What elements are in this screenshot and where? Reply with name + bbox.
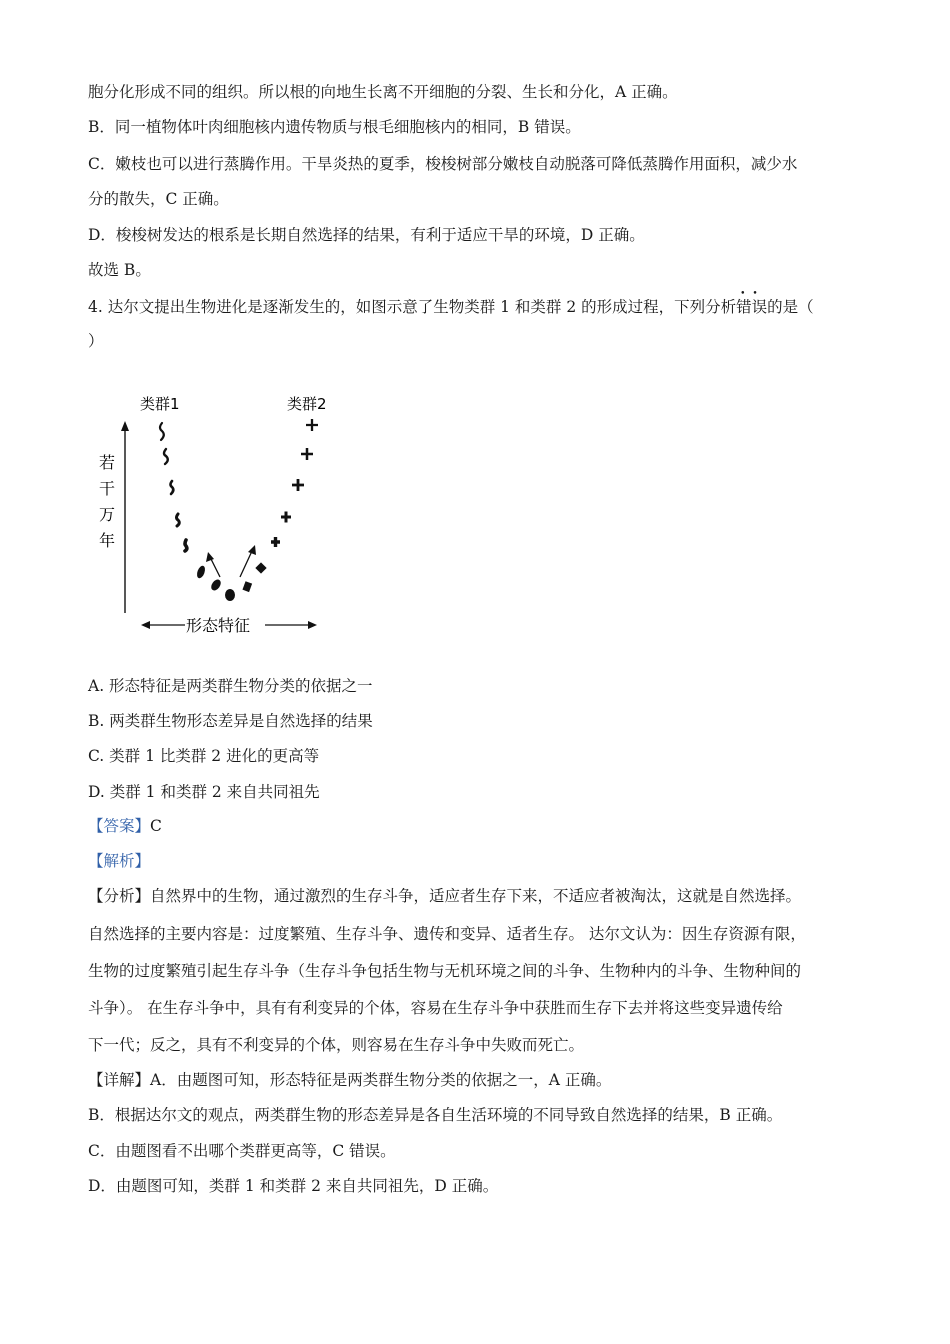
group2-label: 类群2	[287, 395, 327, 413]
group1-intermediate	[209, 578, 222, 592]
question-stem-text: 4. 达尔文提出生物进化是逐渐发生的，如图示意了生物类群 1 和类群 2 的形成过程，下列分析	[88, 298, 737, 316]
option-c: C. 类群 1 比类群 2 进化的更高等	[88, 747, 320, 765]
emphasis-word: • • 错误	[736, 296, 767, 318]
analysis-tag: 【解析】	[88, 852, 151, 870]
detail-tag-label: 【详解】	[88, 1071, 151, 1089]
evolution-arrow-right-head	[248, 545, 256, 555]
group2-cross	[271, 537, 280, 547]
detail-line: C．由题图看不出哪个类群更高等，C 错误。	[88, 1142, 396, 1160]
text-line: C．嫩枝也可以进行蒸腾作用。干旱炎热的夏季，梭梭树部分嫩枝自动脱落可降低蒸腾作用面积，减少水	[88, 155, 798, 173]
group1-squiggle	[160, 423, 164, 440]
analysis-text: 自然界中的生物，通过激烈的生存斗争，适应者生存下来，不适应者被淘汰，这就是自然选择。	[150, 887, 802, 905]
evolution-figure	[90, 385, 350, 645]
option-b: B. 两类群生物形态差异是自然选择的结果	[88, 712, 373, 730]
group1-squiggle	[177, 514, 180, 526]
common-ancestor	[225, 589, 235, 601]
text-line: 胞分化形成不同的组织。所以根的向地生长离不开细胞的分裂、生长和分化，A 正确。	[88, 83, 678, 101]
question-stem	[88, 296, 814, 318]
x-axis-label: 形态特征	[186, 616, 251, 635]
y-label-char: 万	[99, 505, 116, 524]
answer-tag: 【答案】	[88, 817, 151, 835]
detail-line	[88, 1069, 611, 1091]
text-line: D．梭梭树发达的根系是长期自然选择的结果，有利于适应干旱的环境，D 正确。	[88, 226, 645, 244]
analysis-line	[88, 885, 801, 907]
analysis-line: 生物的过度繁殖引起生存斗争（生存斗争包括生物与无机环境之间的斗争、生物种内的斗争、生物种间的	[88, 962, 802, 980]
detail-text: A．由题图可知，形态特征是两类群生物分类的依据之一，A 正确。	[150, 1071, 612, 1089]
option-d: D. 类群 1 和类群 2 来自共同祖先	[88, 783, 320, 801]
answer-value: C	[150, 817, 162, 835]
analysis-line: 斗争）。 在生存斗争中，具有有利变异的个体，容易在生存斗争中获胜而生存下去并将这些变异遗传给	[88, 999, 783, 1017]
y-label-char: 年	[99, 531, 116, 550]
group2-cross	[306, 419, 318, 431]
y-label-char: 干	[99, 479, 116, 498]
text-line: 分的散失，C 正确。	[88, 190, 229, 208]
evolution-arrow-left	[210, 557, 220, 577]
option-a: A. 形态特征是两类群生物分类的依据之一	[88, 677, 373, 695]
group1-squiggle	[164, 449, 168, 464]
group2-intermediate	[255, 562, 266, 573]
group1-squiggle	[185, 540, 187, 551]
y-label-char: 若	[99, 453, 116, 472]
group2-intermediate	[242, 581, 252, 592]
answer-line	[88, 815, 162, 837]
x-axis-left-arrowhead	[141, 621, 150, 629]
group1-squiggle	[171, 481, 174, 494]
group1-intermediate	[195, 565, 206, 580]
group2-cross	[292, 479, 304, 491]
x-axis-right-arrowhead	[308, 621, 317, 629]
evolution-arrow-left-head	[206, 552, 214, 562]
text-line: B．同一植物体叶肉细胞核内遗传物质与根毛细胞核内的相同，B 错误。	[88, 118, 581, 136]
detail-line: B．根据达尔文的观点，两类群生物的形态差异是各自生活环境的不同导致自然选择的结果，B 正确。	[88, 1106, 783, 1124]
y-axis-arrowhead	[121, 421, 129, 431]
analysis-tag-label: 【分析】	[88, 887, 151, 905]
analysis-line: 下一代；反之，具有不利变异的个体，则容易在生存斗争中失败而死亡。	[88, 1036, 585, 1054]
evolution-arrow-right	[240, 551, 252, 577]
group2-cross	[301, 448, 313, 460]
detail-line: D．由题图可知，类群 1 和类群 2 来自共同祖先，D 正确。	[88, 1177, 499, 1195]
group1-label: 类群1	[140, 395, 180, 413]
group2-cross	[281, 512, 291, 523]
question-close-paren: ）	[88, 332, 104, 350]
question-stem-end: 的是（	[767, 298, 814, 316]
analysis-line: 自然选择的主要内容是：过度繁殖、生存斗争、遗传和变异、适者生存。 达尔文认为：因生存资源有限，	[88, 925, 806, 943]
text-line: 故选 B。	[88, 261, 151, 279]
